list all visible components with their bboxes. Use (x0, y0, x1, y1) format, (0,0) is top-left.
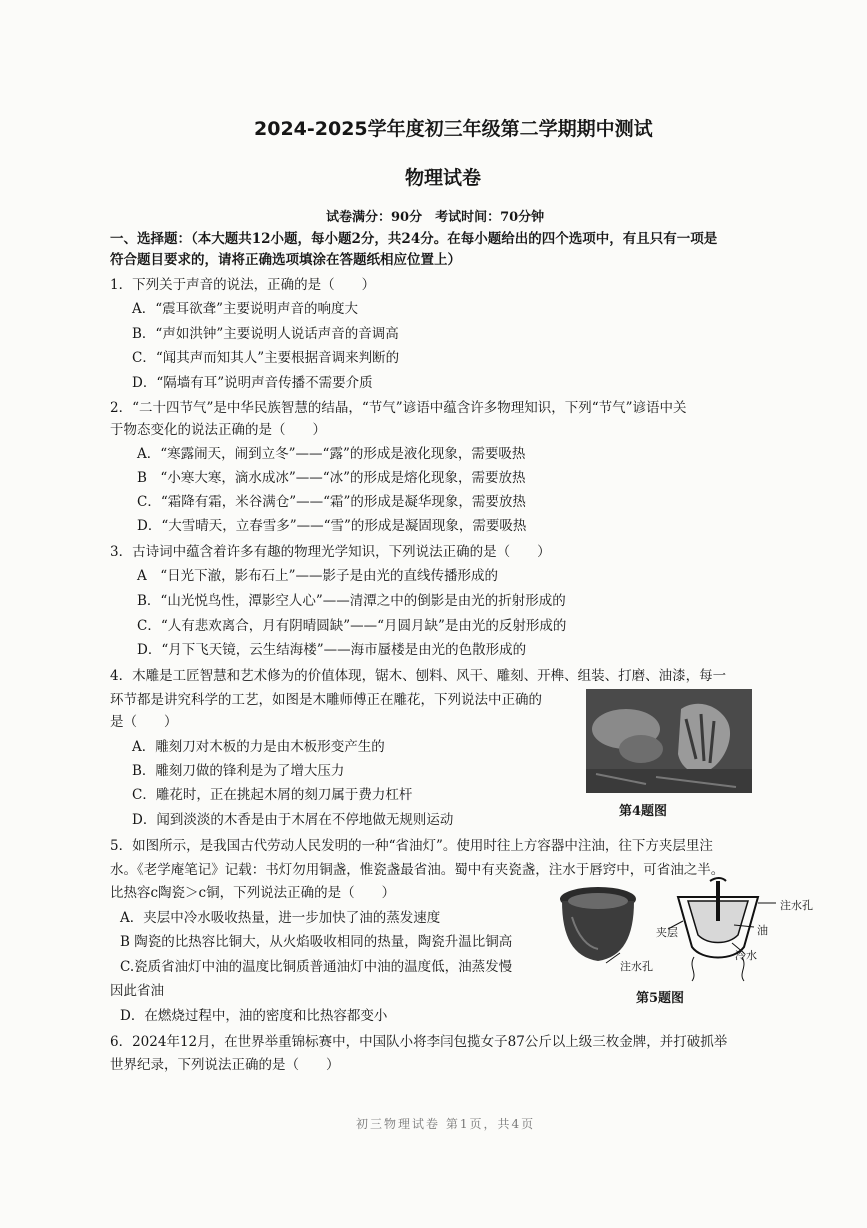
q1-option-b: B．“声如洪钟”主要说明人说话声音的音调高 (132, 326, 399, 342)
q4-option-c: C．雕花时，正在挑起木屑的刻刀属于费力杠杆 (132, 787, 413, 803)
wood-carving-photo (586, 689, 752, 793)
page-footer: 初三物理试卷 第1页，共4页 (356, 1117, 536, 1131)
q3-option-c: C．“人有悲欢离合，月有阴晴圆缺”——“月圆月缺”是由光的反射形成的 (137, 618, 567, 634)
section-heading-line1: 一、选择题：（本大题共12小题，每小题2分，共24分。在每小题给出的四个选项中，有且只有一项是 (110, 231, 718, 247)
q3-option-a: A “日光下澈，影布石上”——影子是由光的直线传播形成的 (137, 568, 499, 584)
label-inlet-bottom: 注水孔 (620, 960, 653, 973)
q3-option-b: B．“山光悦鸟性，潭影空人心”——清潭之中的倒影是由光的折射形成的 (137, 593, 566, 609)
q4-stem-line3: 是（ ） (110, 714, 178, 730)
q5-option-d: D．在燃烧过程中，油的密度和比热容都变小 (120, 1008, 388, 1024)
q2-stem-line1: 2．“二十四节气”是中华民族智慧的结晶，“节气”谚语中蕴含许多物理知识，下列“节气”谚语中关 (110, 400, 687, 416)
exam-meta: 试卷满分：90分 考试时间：70分钟 (326, 210, 545, 225)
q1-option-a: A．“震耳欲聋”主要说明声音的响度大 (132, 301, 359, 317)
q2-option-c: C．“霜降有霜，米谷满仓”——“霜”的形成是凝华现象，需要放热 (137, 494, 526, 510)
q4-option-d: D．闻到淡淡的木香是由于木屑在不停地做无规则运动 (132, 812, 454, 828)
q4-stem-line2: 环节都是讲究科学的工艺，如图是木雕师傅正在雕花，下列说法中正确的 (110, 692, 542, 708)
q4-stem-line1: 4．木雕是工匠智慧和艺术修为的价值体现，锯木、刨料、风干、雕刻、开榫、组装、打磨、油漆，每一 (110, 668, 727, 684)
q5-option-a: A．夹层中冷水吸收热量，进一步加快了油的蒸发速度 (120, 910, 441, 926)
section-heading-line2: 符合题目要求的，请将正确选项填涂在答题纸相应位置上） (110, 252, 461, 268)
q5-stem-line3: 比热容c陶瓷＞c铜，下列说法正确的是（ ） (110, 885, 396, 901)
q2-option-b: B “小寒大寒，滴水成冰”——“冰”的形成是熔化现象，需要放热 (137, 470, 526, 486)
label-layer: 夹层 (656, 926, 678, 939)
q3-option-d: D．“月下飞天镜，云生结海楼”——海市蜃楼是由光的色散形成的 (137, 642, 527, 658)
q5-option-c-cont: 因此省油 (110, 983, 164, 999)
q3-stem: 3．古诗词中蕴含着许多有趣的物理光学知识，下列说法正确的是（ ） (110, 544, 551, 560)
q1-option-c: C．“闻其声而知其人”主要根据音调来判断的 (132, 350, 400, 366)
q2-option-a: A．“寒露闹天，闹到立冬”——“露”的形成是液化现象，需要吸热 (137, 446, 526, 462)
q5-stem-line1: 5．如图所示，是我国古代劳动人民发明的一种“省油灯”。使用时往上方容器中注油，往下方夹层里注 (110, 838, 713, 854)
q5-option-c: C.瓷质省油灯中油的温度比铜质普通油灯中油的温度低，油蒸发慢 (120, 959, 513, 975)
q2-option-d: D．“大雪晴天，立春雪多”——“雪”的形成是凝固现象，需要吸热 (137, 518, 527, 534)
q5-option-b: B 陶瓷的比热容比铜大，从火焰吸收相同的热量，陶瓷升温比铜高 (120, 934, 513, 950)
q4-option-a: A．雕刻刀对木板的力是由木板形变产生的 (132, 739, 385, 755)
q1-stem: 1．下列关于声音的说法，正确的是（ ） (110, 277, 376, 293)
label-inlet-top: 注水孔 (780, 899, 813, 912)
q6-stem-line1: 6．2024年12月，在世界举重锦标赛中，中国队小将李闫包揽女子87公斤以上级三枚金牌，并打破抓举 (110, 1034, 728, 1050)
label-water: 冷水 (735, 949, 757, 962)
figure4-caption: 第4题图 (619, 804, 668, 819)
q2-stem-line2: 于物态变化的说法正确的是（ ） (110, 422, 326, 438)
q4-option-b: B．雕刻刀做的锋利是为了增大压力 (132, 763, 345, 779)
exam-subtitle: 物理试卷 (405, 167, 482, 189)
q6-stem-line2: 世界纪录，下列说法正确的是（ ） (110, 1057, 340, 1073)
label-oil: 油 (757, 924, 768, 937)
exam-title: 2024-2025学年度初三年级第二学期期中测试 (254, 118, 653, 140)
q5-stem-line2: 水。《老学庵笔记》记载：书灯勿用铜盏，惟瓷盏最省油。蜀中有夹瓷盏，注水于唇窍中，可省油之半。 (110, 862, 725, 878)
figure5-caption: 第5题图 (636, 991, 685, 1006)
q1-option-d: D．“隔墙有耳”说明声音传播不需要介质 (132, 375, 373, 391)
